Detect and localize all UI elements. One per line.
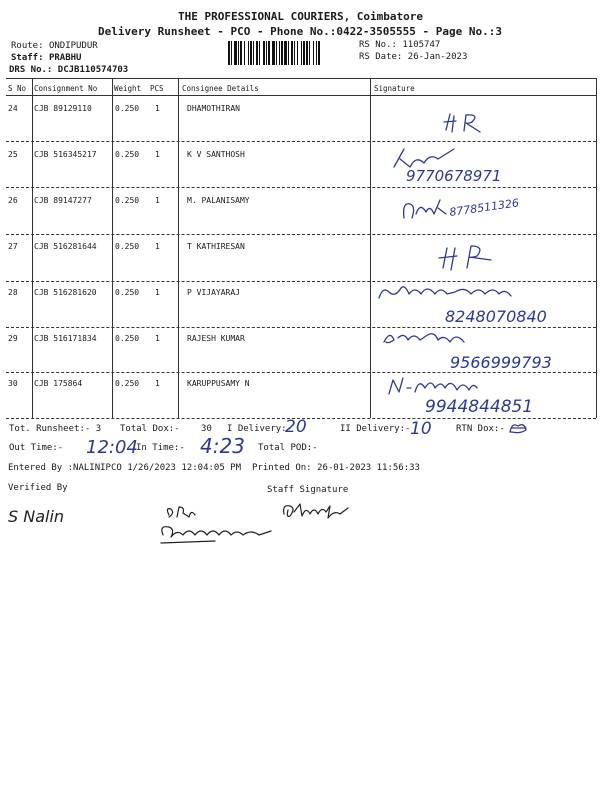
ii-delivery-label: II Delivery:-	[340, 424, 411, 434]
route-label: Route:	[11, 41, 44, 51]
row-pcs: 1	[155, 150, 160, 159]
barcode-bar	[276, 41, 277, 65]
in-time-value: 4:23	[200, 434, 245, 458]
barcode-bar	[281, 41, 283, 65]
row-sno: 27	[8, 242, 18, 251]
row-consignee: T KATHIRESAN	[187, 242, 245, 251]
row-sno: 25	[8, 150, 18, 159]
drs-label: DRS No.:	[9, 65, 53, 75]
barcode-bar	[279, 41, 280, 65]
row-pcs: 1	[155, 334, 160, 343]
row-consignment: CJB 516281620	[34, 288, 97, 297]
signature-mark	[390, 145, 550, 185]
rs-date-label: RS Date:	[359, 52, 403, 62]
row-weight: 0.250	[115, 150, 140, 159]
rs-no-label: RS No.:	[359, 40, 397, 50]
row-sno: 24	[8, 104, 18, 113]
row-weight: 0.250	[115, 288, 140, 297]
column-divider	[32, 78, 33, 418]
barcode-bar	[238, 41, 239, 65]
barcode-bar	[253, 41, 254, 65]
barcode-bar	[250, 41, 252, 65]
barcode-bar	[309, 41, 310, 65]
signature-text: 9566999793	[450, 353, 552, 372]
row-pcs: 1	[155, 379, 160, 388]
row-weight: 0.250	[115, 196, 140, 205]
tot-runsheet-value: 3	[95, 424, 102, 434]
staff-signature-label: Staff Signature	[267, 485, 349, 495]
printed-on: Printed On: 26-01-2023 11:56:33	[252, 463, 420, 473]
rs-date-value: 26-Jan-2023	[407, 52, 468, 62]
barcode-bar	[272, 41, 275, 65]
row-separator	[6, 187, 596, 188]
route-line	[11, 41, 98, 51]
barcode-bar	[231, 41, 232, 65]
tot-runsheet-label: Tot. Runsheet:-	[9, 424, 91, 434]
table-top-rule	[6, 78, 596, 79]
signature-mark	[385, 372, 575, 418]
row-consignment: CJB 89147277	[34, 196, 92, 205]
signature-mark	[375, 282, 590, 326]
barcode-bar	[318, 41, 320, 65]
column-header-pcs: PCS	[150, 84, 164, 93]
row-consignment: CJB 175864	[34, 379, 83, 388]
i-delivery-label: I Delivery:-	[227, 424, 293, 434]
row-consignment: CJB 516281644	[34, 242, 97, 251]
row-pcs: 1	[155, 104, 160, 113]
column-divider	[596, 78, 597, 418]
rtn-dox-label: RTN Dox:-	[456, 424, 505, 434]
row-weight: 0.250	[115, 104, 140, 113]
barcode-bar	[288, 41, 289, 65]
barcode-bar	[228, 41, 230, 65]
row-separator	[6, 234, 596, 235]
rtn-dox	[456, 424, 505, 434]
row-sno: 26	[8, 196, 18, 205]
row-consignee: P VIJAYARAJ	[187, 288, 240, 297]
row-pcs: 1	[155, 242, 160, 251]
staff-line	[11, 53, 81, 63]
barcode-bar	[306, 41, 308, 65]
verified-by-label: Verified By	[8, 483, 68, 493]
entered-by: Entered By :NALINIPCO 1/26/2023 12:04:05 PM	[8, 463, 241, 473]
total-dox-value: 30	[201, 424, 212, 434]
barcode-bar	[294, 41, 295, 65]
signature-text: 8248070840	[445, 307, 547, 326]
row-consignee: RAJESH KUMAR	[187, 334, 245, 343]
route-value: ONDIPUDUR	[48, 41, 98, 51]
signature-text: 8778511326	[448, 196, 520, 219]
document-title: THE PROFESSIONAL COURIERS, Coimbatore	[178, 10, 424, 23]
i-delivery-handwritten	[283, 414, 323, 436]
document-subtitle: Delivery Runsheet - PCO - Phone No.:0422-3505555 - Page No.:3	[98, 25, 502, 38]
column-divider	[112, 78, 113, 418]
barcode-bar	[284, 41, 287, 65]
total-pod-label: Total POD:-	[258, 443, 318, 453]
row-consignee: KARUPPUSAMY N	[187, 379, 250, 388]
in-time-handwritten	[198, 432, 248, 458]
column-header-weight: Weight	[114, 84, 142, 93]
row-consignment: CJB 516171834	[34, 334, 97, 343]
rs-no-line	[359, 40, 440, 50]
column-header-sno: S No	[8, 84, 27, 93]
row-consignee: M. PALANISAMY	[187, 196, 250, 205]
barcode-bar	[303, 41, 305, 65]
column-divider	[178, 78, 179, 418]
row-sno: 30	[8, 379, 18, 388]
rs-date-line	[359, 52, 467, 62]
staff-value: PRABHU	[48, 53, 82, 63]
column-header-consignment: Consignment No	[34, 84, 98, 93]
out-time-value: 12:04	[86, 437, 138, 458]
barcode-bar	[259, 41, 260, 65]
rs-no-value: 1105747	[402, 40, 441, 50]
row-weight: 0.250	[115, 379, 140, 388]
barcode-bar	[268, 41, 270, 65]
drs-value: DCJB110574703	[57, 65, 129, 75]
ii-delivery-handwritten	[408, 416, 442, 438]
row-weight: 0.250	[115, 242, 140, 251]
column-divider	[370, 78, 371, 418]
barcode-bar	[316, 41, 317, 65]
barcode-bar	[291, 41, 293, 65]
i-delivery-value: 20	[285, 417, 307, 437]
barcode-bar	[240, 41, 242, 65]
column-header-signature: Signature	[374, 84, 415, 93]
signature-text: 9944844851	[425, 397, 534, 417]
barcode-bar	[301, 41, 302, 65]
signature-mark	[435, 244, 505, 274]
row-pcs: 1	[155, 288, 160, 297]
row-pcs: 1	[155, 196, 160, 205]
barcode-bar	[263, 41, 265, 65]
verified-signature	[6, 500, 96, 530]
staff-label: Staff:	[11, 53, 44, 63]
staff-signature-initials	[280, 500, 370, 530]
table-header-rule	[6, 95, 596, 96]
row-consignment: CJB 89129110	[34, 104, 92, 113]
ii-delivery-value: 10	[410, 419, 432, 439]
barcode-bar	[234, 41, 237, 65]
barcode-bar	[244, 41, 245, 65]
row-consignee: DHAMOTHIRAN	[187, 104, 240, 113]
row-consignment: CJB 516345217	[34, 150, 97, 159]
verified-signature-text: S Nalin	[8, 507, 65, 526]
signature-mark	[380, 328, 580, 372]
barcode-bar	[266, 41, 267, 65]
barcode-image	[228, 41, 354, 65]
column-header-consignee: Consignee Details	[182, 84, 259, 93]
row-consignee: K V SANTHOSH	[187, 150, 245, 159]
ii-delivery	[340, 424, 410, 434]
signature-text: 9770678971	[406, 167, 502, 185]
signature-mark	[400, 192, 550, 228]
signature-mark	[440, 112, 500, 136]
total-dox-label: Total Dox:-	[120, 424, 180, 434]
barcode-bar	[248, 41, 249, 65]
barcode-bar	[256, 41, 258, 65]
row-separator	[6, 141, 596, 142]
out-time-handwritten	[84, 434, 138, 458]
row-weight: 0.250	[115, 334, 140, 343]
barcode-bar	[313, 41, 314, 65]
row-sno: 29	[8, 334, 18, 343]
barcode-bar	[297, 41, 298, 65]
row-sno: 28	[8, 288, 18, 297]
out-time-label: Out Time:-	[9, 443, 64, 453]
rtn-dox-scribble	[508, 420, 530, 436]
staff-signature-tamil	[155, 505, 285, 555]
tot-runsheet	[9, 424, 101, 434]
in-time-label: In Time:-	[136, 443, 185, 453]
drs-line	[9, 65, 128, 75]
